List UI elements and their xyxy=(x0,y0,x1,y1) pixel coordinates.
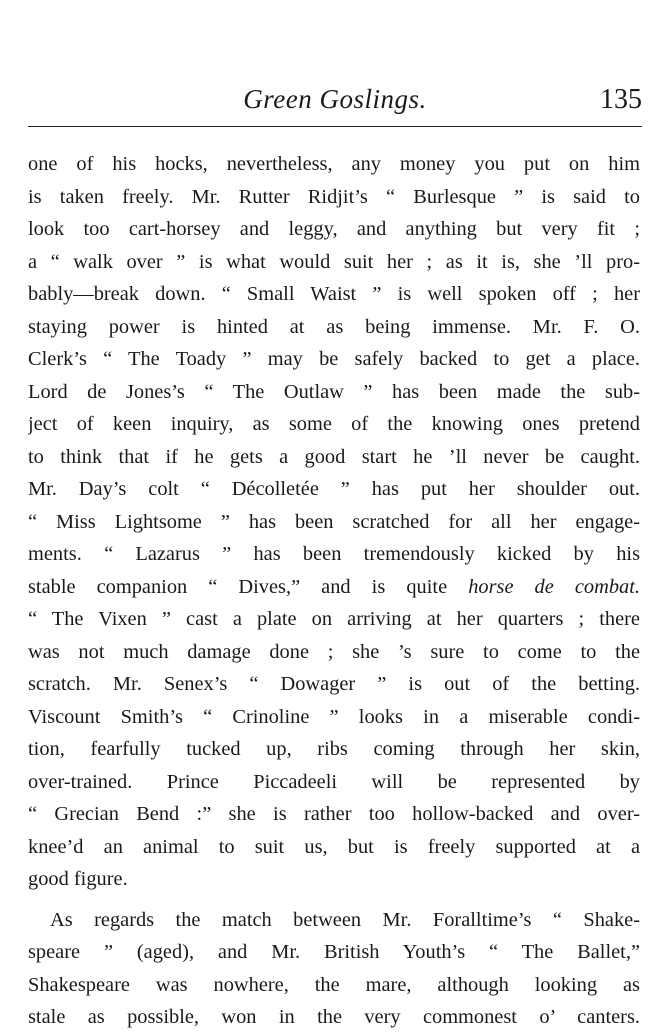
text-line: to think that if he gets a good start he ’ll never be caught. xyxy=(28,445,640,468)
text-line: was not much damage done ; she ’s sure to come to the xyxy=(28,640,640,663)
text-line: one of his hocks, nevertheless, any money you put on him xyxy=(28,153,640,175)
text-line: staying power is hinted at as being immense. Mr. F. O. xyxy=(28,315,640,338)
paragraph-gap xyxy=(28,896,640,904)
text-line: “ Grecian Bend :” she is rather too hollow-backed and over- xyxy=(28,803,640,825)
text-segment: stable companion “ Dives,” and is quite xyxy=(28,575,469,598)
page-header xyxy=(28,80,642,130)
text-line: Mr. Day’s colt “ Décolletée ” has put her shoulder out. xyxy=(28,478,640,500)
text-line: ments. “ Lazarus ” has been tremendously kicked by his xyxy=(28,543,640,565)
text-line: Viscount Smith’s “ Crinoline ” looks in a miserable condi- xyxy=(28,705,640,728)
text-line: a “ walk over ” is what would suit her ; as it is, she ’ll pro- xyxy=(28,250,640,273)
text-line: Clerk’s “ The Toady ” may be safely backed to get a place. xyxy=(28,348,640,370)
text-line: Shakespeare was nowhere, the mare, although looking as xyxy=(28,973,640,996)
text-line: tion, fearfully tucked up, ribs coming through her skin, xyxy=(28,738,640,760)
running-title: Green Goslings. xyxy=(243,84,427,114)
text-line: good figure. xyxy=(28,868,128,890)
text-line: speare ” (aged), and Mr. British Youth’s “ The Ballet,” xyxy=(28,941,640,963)
text-line: is taken freely. Mr. Rutter Ridjit’s “ Burlesque ” is said to xyxy=(28,185,640,208)
italic-phrase: horse de combat. xyxy=(468,575,640,598)
header-rule xyxy=(28,126,642,127)
text-line: over-trained. Prince Piccadeeli will be represented by xyxy=(28,770,640,793)
text-line: Lord de Jones’s “ The Outlaw ” has been made the sub- xyxy=(28,380,640,403)
body-text xyxy=(28,148,640,1034)
text-line: As regards the match between Mr. Foralltime’s “ Shake- xyxy=(50,908,640,931)
text-line: “ The Vixen ” cast a plate on arriving at her quarters ; there xyxy=(28,608,640,630)
text-line: stale as possible, won in the very commonest o’ canters. xyxy=(28,1006,640,1028)
page-number: 135 xyxy=(600,84,642,115)
text-line: look too cart-horsey and leggy, and anything but very fit ; xyxy=(28,218,640,240)
text-line: bably—break down. “ Small Waist ” is well spoken off ; her xyxy=(28,283,640,305)
text-line: scratch. Mr. Senex’s “ Dowager ” is out of the betting. xyxy=(28,673,640,695)
text-line: “ Miss Lightsome ” has been scratched for all her engage- xyxy=(28,510,640,533)
paragraph-1 xyxy=(28,148,640,896)
text-line-mixed xyxy=(28,571,640,604)
text-line: knee’d an animal to suit us, but is freely supported at a xyxy=(28,835,640,858)
paragraph-2 xyxy=(28,904,640,1034)
text-line: ject of keen inquiry, as some of the knowing ones pretend xyxy=(28,413,640,435)
